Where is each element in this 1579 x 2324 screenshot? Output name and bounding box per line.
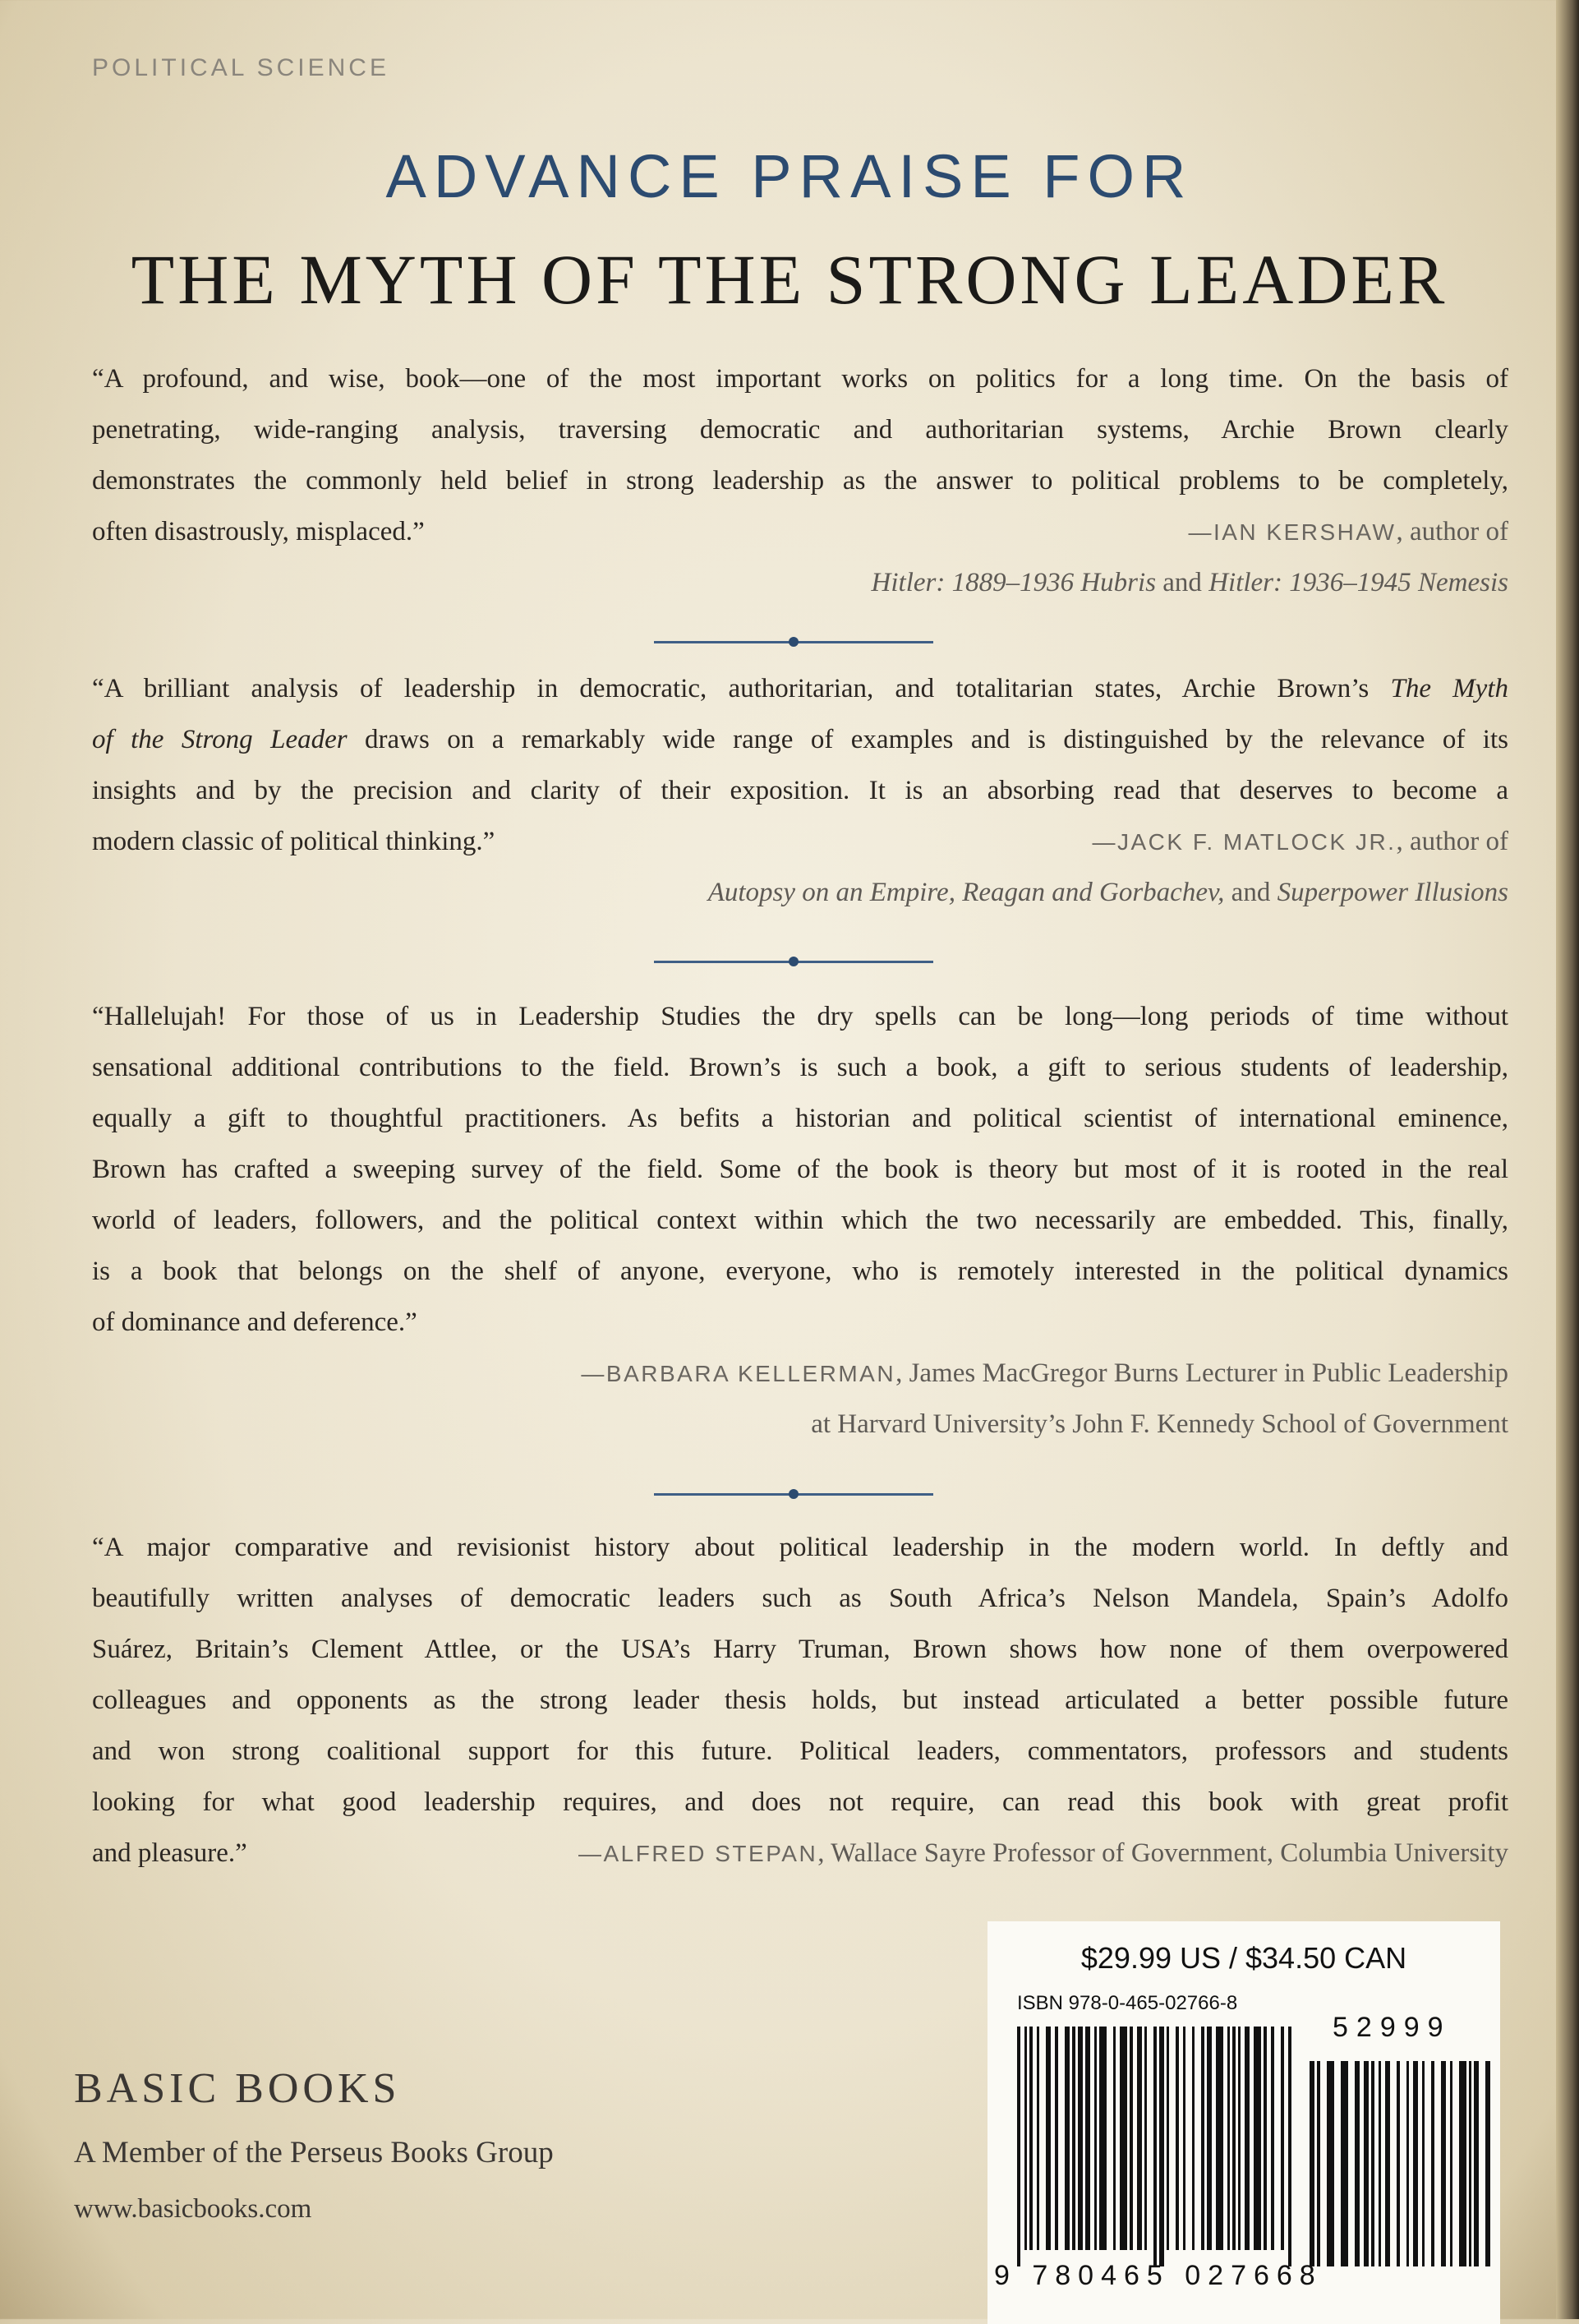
text-segment: at Harvard University’s John F. Kennedy School of Government — [811, 1409, 1508, 1439]
price-label: $29.99 US / $34.50 CAN — [1080, 1941, 1407, 1975]
barcode-bar — [1288, 2027, 1291, 2266]
book-title-italic: Superpower Illusions — [1277, 878, 1508, 907]
barcode-bar — [1264, 2027, 1267, 2250]
quote-line — [92, 353, 1508, 404]
ornament-divider — [654, 961, 933, 963]
quote-line — [92, 506, 1508, 557]
attribution-line — [92, 557, 1508, 608]
text-segment: “A brilliant analysis of leadership in democratic, authoritarian, and totalitarian states, Archie Brown’s — [92, 674, 1391, 703]
book-title-italic: Hitler: 1936–1945 Nemesis — [1208, 568, 1508, 597]
barcode-bar — [1130, 2027, 1133, 2250]
text-segment: penetrating, wide-ranging analysis, traversing democratic and authoritarian systems, Archie Brown clearly — [92, 415, 1508, 445]
text-segment: , author of — [1396, 827, 1508, 856]
barcode-bar — [1099, 2027, 1107, 2250]
barcode-bar — [1137, 2027, 1142, 2250]
isbn-label: ISBN 978-0-465-02766-8 — [1017, 1992, 1238, 2014]
quote-line — [92, 1573, 1508, 1624]
barcode-bar — [1201, 2027, 1204, 2250]
praise-quote-kellerman — [92, 991, 1508, 1450]
barcode-bar — [1065, 2027, 1070, 2250]
quote-text — [92, 1297, 417, 1348]
barcode-bar — [1238, 2027, 1241, 2250]
text-segment: draws on a remarkably wide range of examples and is distinguished by the relevance of its — [347, 725, 1508, 754]
barcode-bar — [1113, 2027, 1116, 2250]
text-segment: beautifully written analyses of democratic leaders such as South Africa’s Nelson Mandela, Spain’s Adolfo — [92, 1584, 1508, 1613]
book-title: THE MYTH OF THE STRONG LEADER — [131, 240, 1448, 319]
praise-quote-kershaw — [92, 353, 1508, 608]
text-segment: “Hallelujah! For those of us in Leadership Studies the dry spells can be long—long periods of time without — [92, 1002, 1508, 1031]
barcode-bar — [1094, 2027, 1097, 2250]
barcode-panel — [987, 1921, 1500, 2324]
quote-line — [92, 1522, 1508, 1573]
barcode-bar — [1159, 2027, 1164, 2266]
barcode-bar — [1422, 2061, 1425, 2266]
price-supplement-code: 52999 — [1333, 2012, 1452, 2043]
barcode-bar — [1055, 2027, 1058, 2250]
quote-line — [92, 714, 1508, 765]
ornament-divider — [654, 641, 933, 643]
text-segment: and — [1224, 878, 1277, 907]
barcode-bar — [1176, 2027, 1179, 2250]
barcode-bar — [1024, 2027, 1027, 2250]
barcode-bar — [1317, 2061, 1320, 2266]
barcode-bar — [1379, 2061, 1381, 2266]
quote-line — [92, 404, 1508, 455]
quote-line — [92, 1246, 1508, 1297]
book-title-italic: Hitler: 1889–1936 Hubris — [871, 568, 1157, 597]
praise-quote-stepan — [92, 1522, 1508, 1879]
attribution — [578, 1828, 1508, 1879]
text-segment: Brown has crafted a sweeping survey of the field. Some of the book is theory but most of it is rooted in the real — [92, 1155, 1508, 1184]
barcode-bar — [1078, 2027, 1083, 2250]
barcode-bar — [1207, 2027, 1212, 2250]
text-segment: and won strong coalitional support for this future. Political leaders, commentators, professors and students — [92, 1736, 1508, 1766]
barcode-bar — [1046, 2027, 1051, 2250]
attribution-name: —BARBARA KELLERMAN — [581, 1361, 896, 1386]
attribution-line — [92, 1399, 1508, 1450]
quote-line — [92, 1777, 1508, 1828]
barcode-bar — [1144, 2027, 1147, 2250]
text-segment: Suárez, Britain’s Clement Attlee, or the USA’s Harry Truman, Brown shows how none of them overpowered — [92, 1635, 1508, 1664]
barcode-bar — [1327, 2061, 1334, 2266]
text-segment: “A major comparative and revisionist history about political leadership in the modern world. In deftly and — [92, 1533, 1508, 1562]
barcode-bar — [1450, 2061, 1452, 2266]
barcode-bar — [1413, 2061, 1418, 2266]
barcode-bar — [1120, 2027, 1127, 2250]
text-segment: world of leaders, followers, and the political context within which the two necessarily are embedded. This, finally, — [92, 1206, 1508, 1235]
barcode-bar — [1469, 2061, 1471, 2266]
text-segment: often disastrously, misplaced.” — [92, 517, 425, 546]
barcode-bar — [1441, 2061, 1446, 2266]
quote-line — [92, 1624, 1508, 1675]
barcode-bar — [1485, 2061, 1490, 2266]
quote-line — [92, 455, 1508, 506]
quote-text — [92, 1828, 247, 1879]
text-segment: “A profound, and wise, book—one of the most important works on politics for a long time. On the basis of — [92, 364, 1508, 394]
quote-line — [92, 816, 1508, 867]
text-segment: insights and by the precision and clarity of their exposition. It is an absorbing read that deserves to become a — [92, 776, 1508, 805]
quote-line — [92, 663, 1508, 714]
text-segment: modern classic of political thinking.” — [92, 827, 495, 856]
barcode-bar — [1459, 2061, 1466, 2266]
publisher-name: BASIC BOOKS — [74, 2065, 401, 2112]
text-segment: sensational additional contributions to the field. Brown’s is such a book, a gift to serious students of leadership, — [92, 1053, 1508, 1082]
category-label: POLITICAL SCIENCE — [92, 54, 389, 81]
attribution-name: —JACK F. MATLOCK JR. — [1092, 829, 1397, 855]
book-title-italic: Autopsy on an Empire, Reagan and Gorbachev, — [707, 878, 1225, 907]
text-segment: and — [1156, 568, 1209, 597]
barcode-bar — [1167, 2027, 1169, 2250]
barcode-bar — [1085, 2027, 1090, 2250]
quote-line — [92, 1042, 1508, 1093]
attribution-name: —IAN KERSHAW — [1188, 519, 1397, 545]
quote-line — [92, 765, 1508, 816]
barcode-bar — [1216, 2027, 1223, 2250]
text-segment: of dominance and deference.” — [92, 1307, 417, 1337]
publisher-url: www.basicbooks.com — [74, 2194, 312, 2224]
barcode-bar — [1474, 2061, 1479, 2266]
barcode-bar — [1245, 2027, 1250, 2250]
book-title-italic: of the Strong Leader — [92, 725, 348, 754]
quote-line — [92, 1144, 1508, 1195]
barcode-bar — [1037, 2027, 1039, 2250]
text-segment: , James MacGregor Burns Lecturer in Public Leadership — [895, 1358, 1508, 1388]
book-title-italic: The Myth — [1390, 674, 1508, 703]
attribution-name: —ALFRED STEPAN — [578, 1841, 818, 1866]
barcode-bar — [1029, 2027, 1033, 2250]
attribution-line — [92, 1348, 1508, 1399]
text-segment: equally a gift to thoughtful practitioners. As befits a historian and political scientist of international eminence, — [92, 1104, 1508, 1133]
text-segment: colleagues and opponents as the strong leader thesis holds, but instead articulated a better possible future — [92, 1685, 1508, 1715]
text-segment: , Wallace Sayre Professor of Government, Columbia University — [817, 1838, 1508, 1868]
barcode-bar — [1254, 2027, 1261, 2250]
barcode-bar — [1406, 2061, 1409, 2266]
barcode-bar — [1371, 2061, 1374, 2266]
barcode-bar — [1385, 2061, 1390, 2266]
text-segment: looking for what good leadership requires, and does not require, can read this book with great profit — [92, 1787, 1508, 1817]
attribution — [1092, 816, 1508, 867]
quote-line — [92, 1828, 1508, 1879]
barcode-bar — [1364, 2061, 1369, 2266]
barcode-bar — [1341, 2061, 1348, 2266]
quote-line — [92, 1726, 1508, 1777]
text-segment: demonstrates the commonly held belief in strong leadership as the answer to political problems to be completely, — [92, 466, 1508, 496]
barcode-bar — [1281, 2027, 1284, 2250]
text-segment: and pleasure.” — [92, 1838, 247, 1868]
barcode-bar — [1397, 2061, 1400, 2266]
barcode-bar — [1072, 2027, 1075, 2250]
barcode-digits: 9 780465 027668 — [994, 2260, 1323, 2291]
quote-line — [92, 1093, 1508, 1144]
barcode-bar — [1232, 2027, 1236, 2250]
quote-text — [92, 816, 495, 867]
barcode-bar — [1227, 2027, 1230, 2250]
barcode-bar — [1271, 2027, 1274, 2250]
text-segment: is a book that belongs on the shelf of anyone, everyone, who is remotely interested in the political dynamics — [92, 1257, 1508, 1286]
quote-line — [92, 1297, 1508, 1348]
quote-line — [92, 991, 1508, 1042]
barcode-bar — [1431, 2061, 1434, 2266]
barcode-bar — [1017, 2027, 1020, 2266]
attribution — [1188, 506, 1508, 557]
barcode-bar — [1183, 2027, 1185, 2250]
quote-text — [92, 506, 425, 557]
text-segment: , author of — [1396, 517, 1508, 546]
publisher-tagline: A Member of the Perseus Books Group — [74, 2136, 554, 2170]
quote-line — [92, 1195, 1508, 1246]
book-edge-shadow — [1556, 0, 1579, 2319]
ornament-divider — [654, 1493, 933, 1496]
praise-quote-matlock — [92, 663, 1508, 918]
barcode-bar — [1153, 2027, 1157, 2266]
quote-line — [92, 1675, 1508, 1726]
barcode-bar — [1310, 2061, 1314, 2266]
attribution-line — [92, 867, 1508, 918]
barcode-bar — [1355, 2061, 1360, 2266]
advance-praise-heading: ADVANCE PRAISE FOR — [385, 142, 1194, 210]
barcode-bar — [1192, 2027, 1195, 2250]
